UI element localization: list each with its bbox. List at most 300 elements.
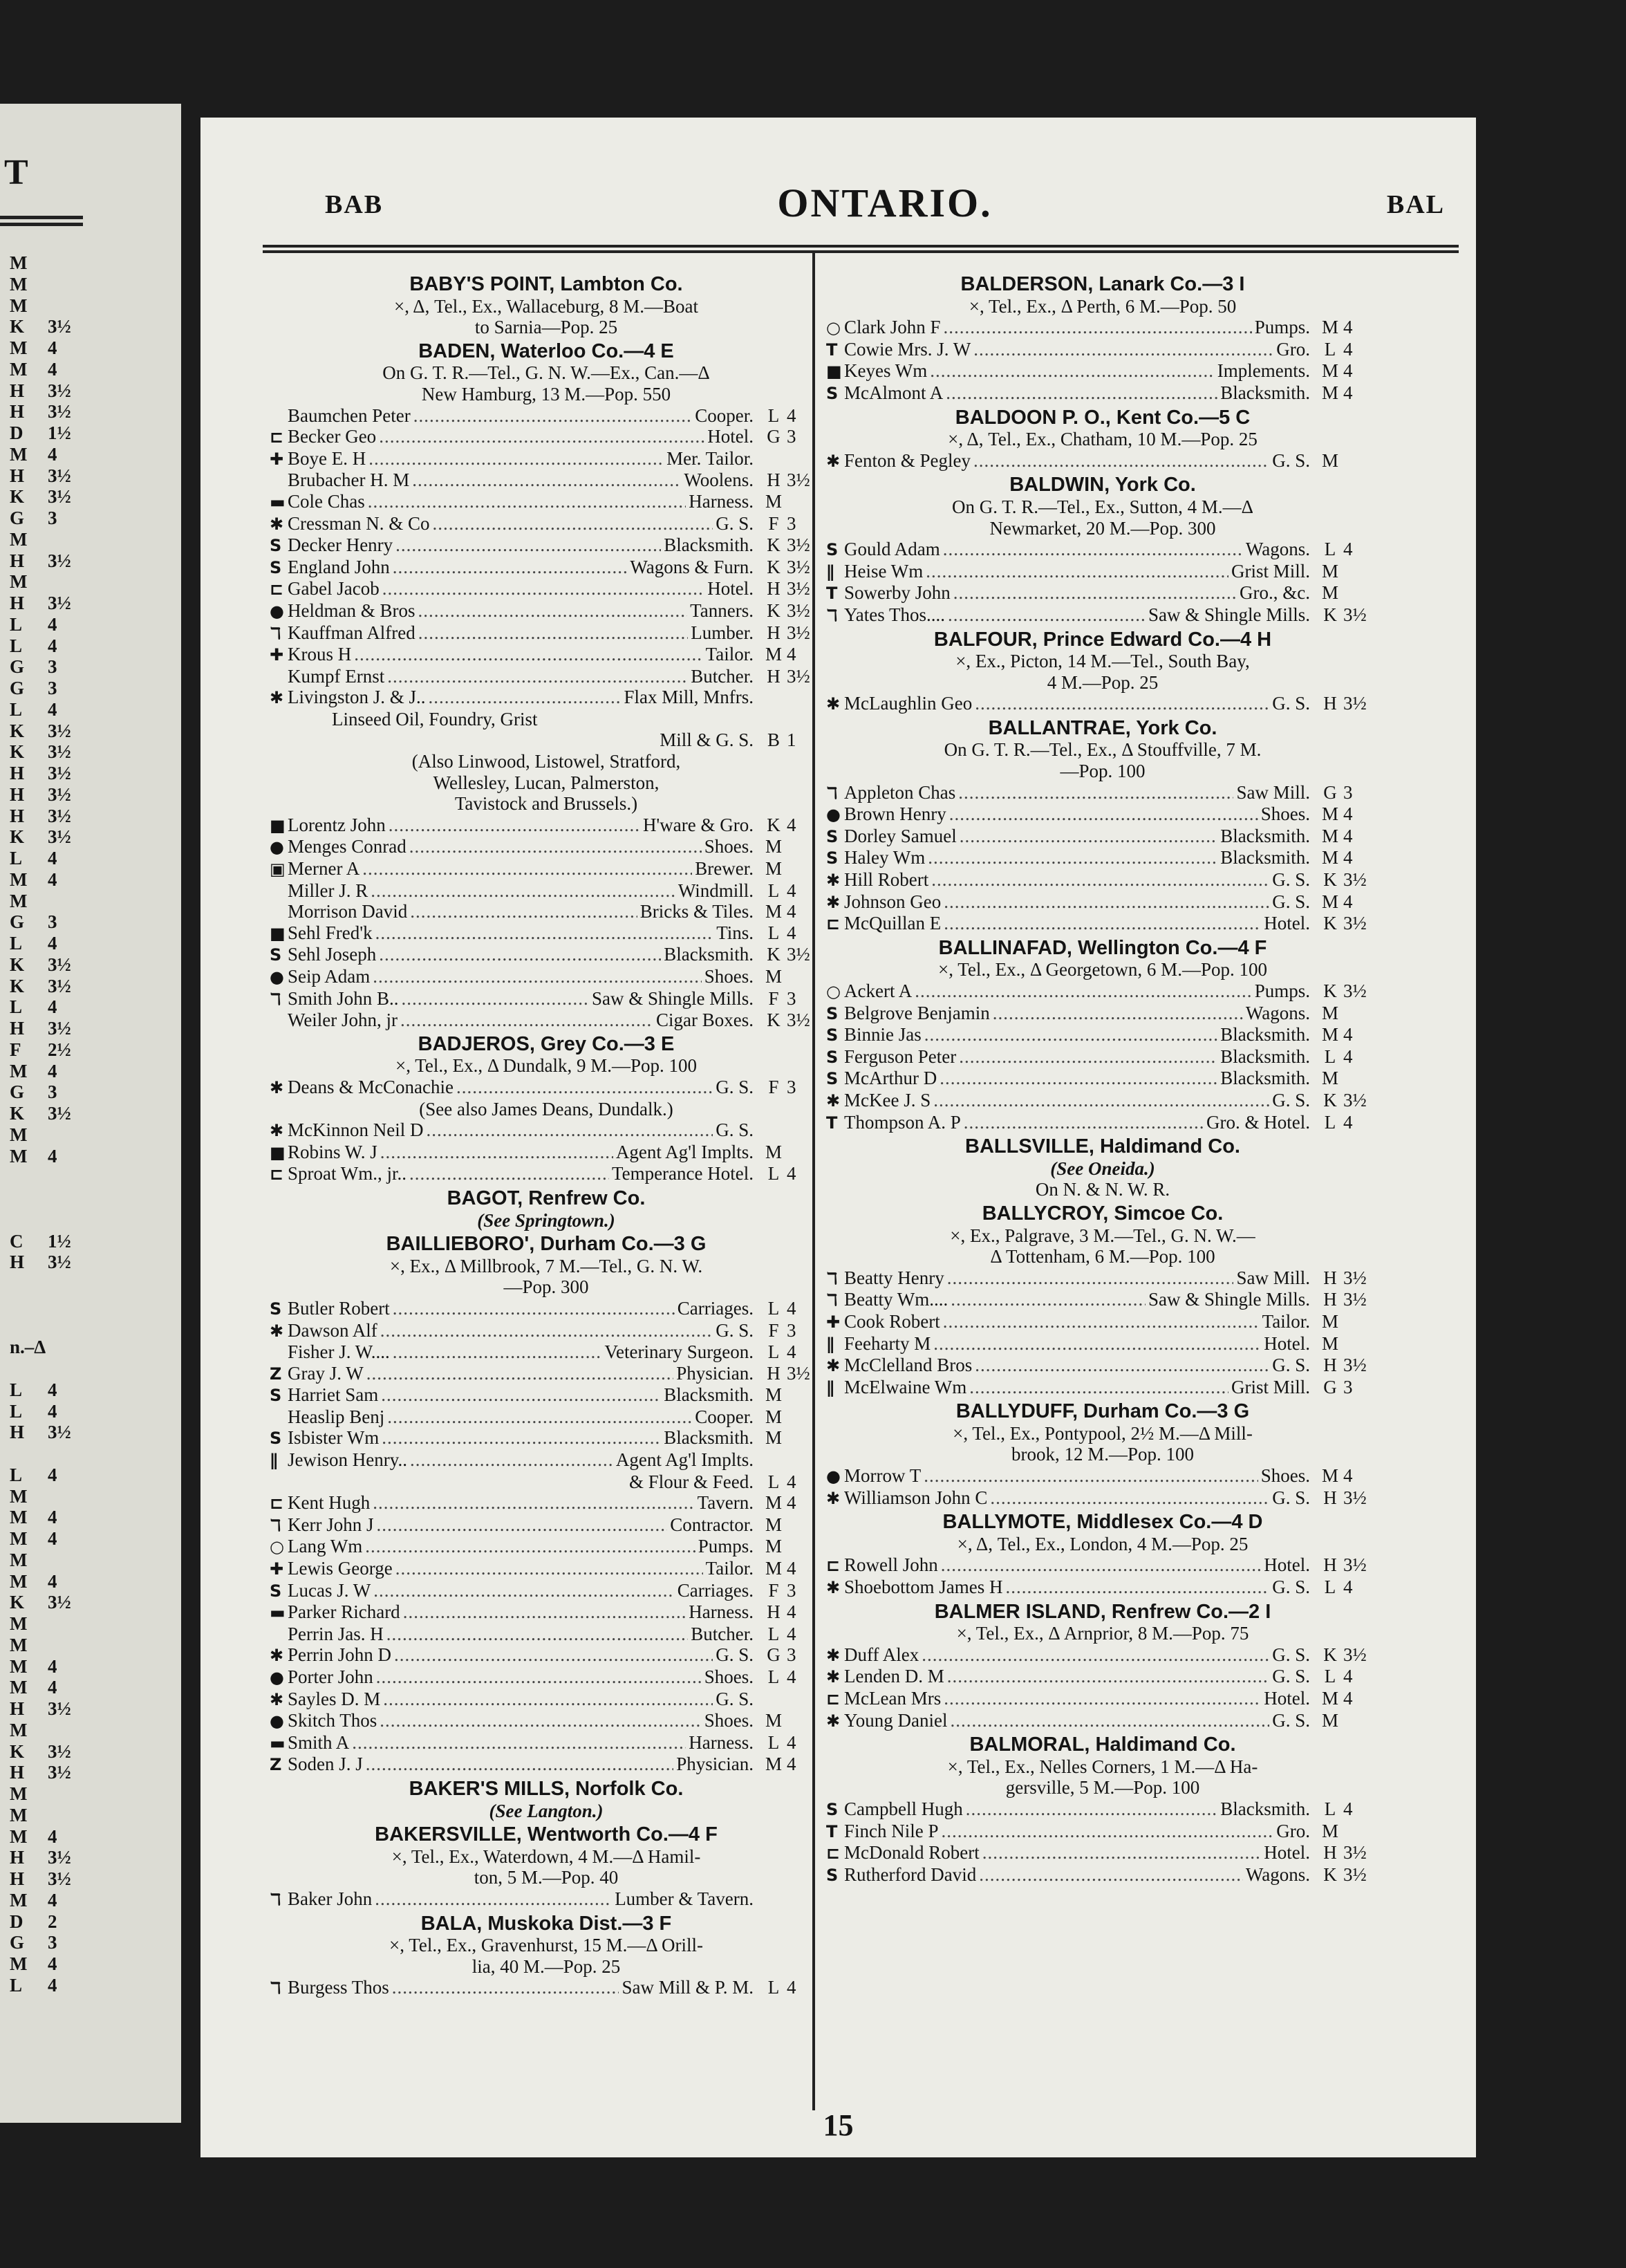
business-type-icon: S — [826, 1025, 839, 1045]
business-type-icon: ⊏ — [270, 1494, 284, 1514]
previous-page-rating — [10, 1613, 120, 1635]
directory-entry — [826, 1068, 1379, 1090]
business-type-icon: T — [826, 1113, 838, 1133]
leader-dots — [964, 1112, 1204, 1133]
previous-page-rating — [10, 1528, 120, 1550]
place-heading: BALMER ISLAND, Renfrew Co.—2 I — [934, 1600, 1271, 1623]
directory-entry — [270, 1536, 823, 1558]
business-type-icon: ▬ — [270, 1603, 286, 1623]
entry-name: Seip Adam — [288, 966, 371, 987]
previous-page-rating — [10, 1337, 120, 1358]
directory-entry — [826, 561, 1379, 583]
previous-page-credit: K — [10, 720, 25, 741]
business-type-icon: ● — [270, 967, 284, 987]
entry-name: Dawson Alf — [288, 1319, 377, 1341]
entry-business: Hotel. — [1264, 1688, 1310, 1709]
entry-business: Implements. — [1217, 360, 1310, 382]
entry-pay-rating: 3½ — [1343, 1267, 1367, 1288]
leader-dots — [947, 1267, 1234, 1289]
previous-page-credit: M — [10, 1953, 28, 1974]
leader-dots — [403, 1601, 686, 1623]
entry-name: Lewis George — [288, 1558, 393, 1579]
leader-dots — [979, 1864, 1243, 1886]
business-type-icon: ✱ — [826, 1488, 841, 1508]
place-heading: BALLYMOTE, Middlesex Co.—4 D — [942, 1511, 1263, 1534]
entry-business: G. S. — [1272, 1666, 1310, 1687]
leader-dots — [953, 582, 1237, 604]
leader-dots — [393, 557, 628, 578]
previous-page-pay: 3½ — [48, 316, 71, 337]
previous-page-rating — [10, 1103, 120, 1124]
directory-entry — [826, 1688, 1379, 1710]
previous-page-rating — [10, 869, 120, 891]
directory-entry — [826, 1821, 1379, 1843]
entry-name: McKinnon Neil D — [288, 1119, 424, 1141]
previous-page-credit: D — [10, 1911, 24, 1932]
entry-name: Isbister Wm — [288, 1427, 380, 1449]
entry-pay-rating: 4 — [1343, 1577, 1353, 1598]
business-type-icon: ∥ — [826, 561, 834, 582]
entry-name: Heaslip Benj — [288, 1406, 385, 1427]
entry-business: Shoes. — [704, 1710, 754, 1731]
previous-page-rating — [10, 656, 120, 678]
directory-entry — [270, 1341, 823, 1363]
previous-page-rating — [10, 1231, 120, 1252]
entry-credit-rating: L — [767, 1977, 780, 1998]
business-type-icon: S — [270, 557, 282, 577]
previous-page-rating — [10, 806, 120, 827]
previous-page-rating — [10, 1252, 120, 1273]
business-type-icon: ● — [270, 601, 284, 621]
entry-business: Gro., &c. — [1240, 582, 1310, 604]
directory-entry — [826, 317, 1379, 339]
entry-business: Lumber. — [691, 622, 754, 643]
leader-dots — [371, 880, 675, 902]
business-type-icon: ℸ — [826, 783, 838, 803]
directory-entry — [270, 1427, 823, 1449]
entry-name: Young Daniel — [844, 1709, 948, 1731]
entry-credit-rating: M — [1321, 1709, 1338, 1731]
directory-entry — [826, 1644, 1379, 1666]
entry-credit-rating: M — [1321, 1310, 1338, 1332]
business-type-icon: S — [270, 1299, 282, 1319]
header-right-guide-word: BAL — [1386, 190, 1445, 219]
leader-dots — [387, 1406, 692, 1428]
previous-page-credit: L — [10, 996, 23, 1018]
leader-dots — [915, 980, 1252, 1002]
previous-page-pay: 4 — [48, 1507, 57, 1528]
entry-credit-rating: M — [765, 1427, 782, 1449]
entry-credit-rating: L — [767, 405, 780, 426]
directory-entry — [270, 836, 823, 858]
entry-business: Harness. — [689, 490, 754, 512]
directory-entry — [826, 847, 1379, 869]
previous-page-credit: L — [10, 613, 23, 635]
previous-page-credit: H — [10, 1868, 25, 1889]
entry-business: Butcher. — [691, 1623, 754, 1644]
entry-business: G. S. — [1272, 1577, 1310, 1598]
directory-entry — [270, 1298, 823, 1320]
leader-dots — [383, 1689, 713, 1710]
previous-page-credit: H — [10, 1698, 25, 1719]
directory-entry — [826, 782, 1379, 804]
previous-page-credit: M — [10, 1719, 28, 1740]
entry-credit-rating: G — [1323, 781, 1337, 803]
leader-dots — [376, 1514, 667, 1536]
directory-entry — [270, 1710, 823, 1732]
business-type-icon: ⊏ — [826, 914, 841, 934]
previous-page-rating — [10, 891, 120, 912]
previous-page-rating — [10, 826, 120, 848]
directory-entry — [270, 557, 823, 579]
parenthetical-note: Wellesley, Lucan, Palmerston, — [433, 772, 660, 793]
entry-pay-rating: 4 — [787, 1601, 796, 1623]
entry-name: Sehl Fred'k — [288, 922, 373, 943]
previous-page-credit: L — [10, 933, 23, 954]
previous-page-credit: M — [10, 443, 28, 465]
business-type-icon: ✚ — [826, 1312, 841, 1332]
entry-credit-rating: M — [1321, 1068, 1338, 1089]
entry-business: Bricks & Tiles. — [639, 901, 754, 922]
leader-dots — [368, 448, 664, 470]
directory-entry — [826, 1003, 1379, 1025]
entry-name: Hill Robert — [844, 869, 929, 891]
entry-pay-rating: 3½ — [1343, 1842, 1367, 1863]
place-heading: BALLYCROY, Simcoe Co. — [982, 1202, 1224, 1225]
entry-name: Smith John B.. — [288, 987, 399, 1009]
previous-page-rating — [10, 1783, 120, 1805]
entry-name: Shoebottom James H — [844, 1577, 1003, 1598]
directory-entry — [270, 815, 823, 837]
entry-credit-rating: L — [767, 1341, 780, 1363]
parenthetical-note: (See also James Deans, Dundalk.) — [419, 1098, 673, 1119]
previous-page-credit: K — [10, 826, 25, 848]
entry-pay-rating: 3 — [787, 1076, 796, 1097]
entry-pay-rating: 3 — [787, 426, 796, 447]
entry-business: Saw Mill. — [1236, 1267, 1310, 1288]
previous-page-pay: 4 — [48, 1528, 57, 1549]
leader-dots — [365, 1536, 695, 1557]
entry-credit-rating: M — [765, 1710, 782, 1731]
previous-page-rating — [10, 996, 120, 1018]
leader-dots — [973, 339, 1273, 360]
leader-dots — [354, 644, 702, 665]
entry-name: Merner A — [288, 858, 360, 880]
entry-credit-rating: M — [765, 1754, 782, 1775]
business-type-icon: ✱ — [826, 1667, 841, 1687]
business-type-icon: S — [826, 1047, 839, 1067]
directory-entry — [270, 1888, 823, 1911]
entry-business: Blacksmith. — [1220, 847, 1310, 868]
header-left-guide-word: BAB — [325, 190, 384, 219]
entry-name: Perrin Jas. H — [288, 1623, 384, 1644]
previous-page-rating — [10, 1124, 120, 1146]
leader-dots — [413, 405, 693, 427]
previous-page-rating — [10, 1443, 120, 1465]
entry-business: Cooper. — [695, 405, 754, 426]
directory-column-left — [270, 271, 823, 1999]
entry-name: McClelland Bros — [844, 1355, 973, 1376]
entry-credit-rating: M — [1321, 847, 1338, 868]
entry-credit-rating: M — [765, 1406, 782, 1427]
previous-page-credit: L — [10, 1974, 23, 1996]
directory-entry — [270, 535, 823, 557]
previous-page-pay: 4 — [48, 1889, 57, 1911]
leader-dots — [380, 1710, 701, 1731]
directory-entry — [270, 644, 823, 666]
previous-page-pay: 4 — [48, 337, 57, 358]
business-type-icon: S — [826, 383, 839, 403]
previous-page-credit: M — [10, 1060, 28, 1081]
place-info-line: ×, Tel., Ex., Nelles Corners, 1 M.—Δ Ha- — [947, 1756, 1258, 1777]
entry-pay-rating: 3½ — [1343, 1487, 1367, 1508]
entry-credit-rating: L — [1324, 1577, 1336, 1598]
leader-dots — [924, 1024, 1218, 1045]
entry-business: Blacksmith. — [1220, 1024, 1310, 1045]
previous-page-ratings-column — [10, 252, 120, 1996]
previous-page-credit: K — [10, 954, 25, 975]
leader-dots — [376, 1666, 702, 1688]
entry-credit-rating: L — [1324, 1045, 1336, 1067]
entry-business: Wagons. — [1245, 539, 1310, 560]
directory-entry — [270, 578, 823, 600]
previous-page-rating — [10, 1486, 120, 1507]
entry-business: Contractor. — [670, 1514, 754, 1535]
previous-page-credit: M — [10, 1124, 28, 1145]
entry-name: Fisher J. W.... — [288, 1341, 390, 1363]
entry-business: Carriages. — [677, 1297, 754, 1319]
leader-dots — [951, 1289, 1146, 1310]
place-info-line: On N. & N. W. R. — [1035, 1179, 1170, 1200]
leader-dots — [366, 1363, 674, 1384]
directory-entry — [826, 1465, 1379, 1487]
entry-business: Grist Mill. — [1231, 560, 1310, 582]
directory-entry — [826, 1267, 1379, 1290]
entry-business: Shoes. — [704, 966, 754, 987]
previous-page-rating — [10, 1890, 120, 1911]
entry-name: Baumchen Peter — [288, 405, 411, 426]
place-heading: BAKER'S MILLS, Norfolk Co. — [409, 1777, 684, 1800]
entry-name: Lorentz John — [288, 814, 386, 835]
previous-page-credit: M — [10, 273, 28, 295]
previous-page-pay: 3 — [48, 508, 57, 528]
see-reference: (See Langton.) — [489, 1800, 604, 1821]
business-type-icon: ✱ — [270, 1646, 284, 1666]
entry-business: Blacksmith. — [664, 535, 754, 556]
entry-pay-rating: 3 — [787, 1579, 796, 1601]
entry-pay-rating: 3½ — [1343, 1863, 1367, 1885]
entry-credit-rating: L — [767, 1163, 780, 1184]
entry-business: G. S. — [1272, 693, 1310, 714]
business-type-icon: T — [826, 1821, 838, 1841]
previous-page-rating — [10, 1294, 120, 1316]
page-title: ONTARIO. — [777, 180, 993, 225]
business-type-icon: ✚ — [270, 645, 284, 665]
directory-entry — [270, 1142, 823, 1164]
previous-page-pay: 3½ — [48, 763, 71, 783]
directory-entry — [270, 1666, 823, 1689]
previous-page-credit: K — [10, 1103, 25, 1124]
entry-name: Ferguson Peter — [844, 1045, 957, 1067]
entry-business: & Flour & Feed. — [629, 1471, 754, 1492]
directory-entry — [826, 980, 1379, 1003]
previous-page-credit: M — [10, 1507, 28, 1528]
entry-credit-rating: H — [1323, 1842, 1337, 1863]
entry-credit-rating: F — [768, 1076, 779, 1097]
entry-pay-rating: 4 — [787, 1471, 796, 1492]
entry-credit-rating: M — [1321, 1024, 1338, 1045]
leader-dots — [409, 1163, 609, 1184]
leader-dots — [973, 450, 1269, 472]
entry-name: Decker Henry — [288, 535, 393, 556]
place-info-line: brook, 12 M.—Pop. 100 — [1011, 1444, 1194, 1465]
previous-page-credit: G — [10, 508, 25, 528]
previous-page-rating — [10, 976, 120, 997]
business-type-icon: S — [270, 536, 282, 556]
previous-page-credit: M — [10, 1145, 28, 1166]
entry-credit-rating: H — [767, 470, 781, 491]
entry-credit-rating: L — [767, 1731, 780, 1753]
leader-dots — [946, 382, 1217, 404]
directory-entry — [826, 1377, 1379, 1399]
directory-entry — [826, 693, 1379, 715]
previous-page-rating — [10, 1805, 120, 1826]
previous-page-rating — [10, 401, 120, 422]
leader-dots — [418, 622, 689, 644]
previous-page-credit: H — [10, 805, 25, 826]
entry-name: Binnie Jas — [844, 1024, 922, 1045]
entry-pay-rating: 4 — [787, 1666, 796, 1687]
leader-dots — [1006, 1577, 1270, 1598]
entry-name: Skitch Thos — [288, 1710, 377, 1731]
leader-dots — [368, 491, 686, 512]
directory-entry — [270, 1010, 823, 1031]
entry-business: Pumps. — [1254, 980, 1310, 1001]
business-type-icon: S — [826, 1003, 839, 1023]
directory-entry — [826, 360, 1379, 382]
leader-dots — [941, 1554, 1261, 1576]
entry-pay-rating: 3½ — [1343, 1089, 1367, 1110]
leader-dots — [387, 666, 688, 687]
leader-dots — [928, 847, 1217, 868]
see-reference: (See Springtown.) — [477, 1209, 615, 1231]
previous-page-pay: 3½ — [48, 380, 71, 401]
directory-entry — [826, 1289, 1379, 1311]
previous-page-credit: M — [10, 1634, 28, 1655]
leader-dots — [969, 1377, 1228, 1398]
previous-page-pay: 3½ — [48, 1103, 71, 1124]
directory-entry — [270, 666, 823, 687]
previous-page-pay: 1½ — [48, 1230, 71, 1252]
previous-page-pay: 3½ — [48, 465, 71, 486]
entry-credit-rating: H — [767, 1601, 781, 1623]
entry-credit-rating: L — [767, 1623, 780, 1644]
entry-credit-rating: H — [1323, 693, 1337, 714]
previous-page-pay: 3½ — [48, 1592, 71, 1613]
previous-page-credit: H — [10, 1252, 25, 1273]
entry-name: Morrison David — [288, 901, 408, 922]
entry-name: McKee J. S — [844, 1089, 931, 1110]
previous-page-rating — [10, 1379, 120, 1401]
business-type-icon: ℸ — [270, 989, 281, 1009]
business-type-icon: ■ — [270, 923, 286, 943]
previous-page-rating — [10, 1358, 120, 1379]
entry-pay-rating: 4 — [1343, 1045, 1353, 1067]
entry-credit-rating: F — [768, 987, 779, 1009]
previous-page-pay: 3½ — [48, 720, 71, 741]
previous-page-pay: 4 — [48, 635, 57, 656]
previous-page-credit: M — [10, 571, 28, 593]
entry-business: Pumps. — [1254, 317, 1310, 338]
directory-entry — [270, 1689, 823, 1711]
previous-page-rating — [10, 1847, 120, 1868]
entry-credit-rating: M — [1321, 1002, 1338, 1023]
previous-page-rating — [10, 1953, 120, 1975]
previous-page-corner-letter: T — [4, 153, 28, 192]
entry-business: Blacksmith. — [1220, 1068, 1310, 1089]
leader-dots — [395, 1558, 703, 1579]
previous-page-credit: M — [10, 358, 28, 380]
previous-page-credit: H — [10, 550, 25, 571]
entry-name: Krous H — [288, 644, 352, 665]
entry-credit-rating: M — [765, 1536, 782, 1557]
directory-entry — [270, 513, 823, 535]
entry-pay-rating: 4 — [1343, 891, 1353, 912]
previous-page-rating — [10, 1081, 120, 1103]
previous-page-rating — [10, 1911, 120, 1933]
entry-business: G. S. — [716, 1076, 754, 1097]
entry-name: Haley Wm — [844, 847, 926, 868]
place-info-line: ton, 5 M.—Pop. 40 — [474, 1867, 619, 1888]
directory-entry — [826, 1554, 1379, 1577]
entry-business: Grist Mill. — [1231, 1376, 1310, 1397]
entry-pay-rating: 1 — [787, 729, 796, 751]
directory-entry — [826, 1577, 1379, 1599]
entry-business: Pumps. — [698, 1536, 754, 1557]
leader-dots — [944, 913, 1261, 934]
entry-business: Tavern. — [697, 1492, 754, 1514]
entry-name: McLean Mrs — [844, 1688, 942, 1709]
previous-page-credit: K — [10, 975, 25, 996]
entry-pay-rating: 4 — [1343, 338, 1353, 360]
business-type-icon: ✱ — [270, 1321, 284, 1341]
directory-entry — [270, 966, 823, 988]
business-type-icon: ■ — [270, 1142, 286, 1162]
directory-column-right — [826, 271, 1379, 1886]
business-type-icon: Z — [270, 1364, 282, 1384]
previous-page-rating — [10, 1273, 120, 1294]
leader-dots — [426, 1119, 713, 1141]
leader-dots — [944, 1688, 1261, 1709]
directory-entry — [270, 470, 823, 491]
previous-page-credit: M — [10, 1549, 28, 1570]
entry-pay-rating: 4 — [1343, 825, 1353, 846]
business-type-icon: ℸ — [826, 1290, 838, 1310]
directory-entry — [270, 405, 823, 427]
entry-business: Hotel. — [1264, 1332, 1310, 1354]
place-heading: BALLINAFAD, Wellington Co.—4 F — [938, 936, 1267, 959]
leader-dots — [944, 317, 1252, 338]
business-type-icon: ✱ — [826, 871, 841, 891]
entry-business: Harness. — [689, 1601, 754, 1623]
previous-page-credit: M — [10, 1677, 28, 1698]
place-info-line: ×, Ex., Picton, 14 M.—Tel., South Bay, — [955, 651, 1250, 672]
entry-name: Gould Adam — [844, 539, 940, 560]
entry-credit-rating: F — [768, 1579, 779, 1601]
leader-dots — [456, 1077, 713, 1098]
previous-page-credit: K — [10, 1740, 25, 1762]
previous-page-pay: 3½ — [48, 486, 71, 508]
